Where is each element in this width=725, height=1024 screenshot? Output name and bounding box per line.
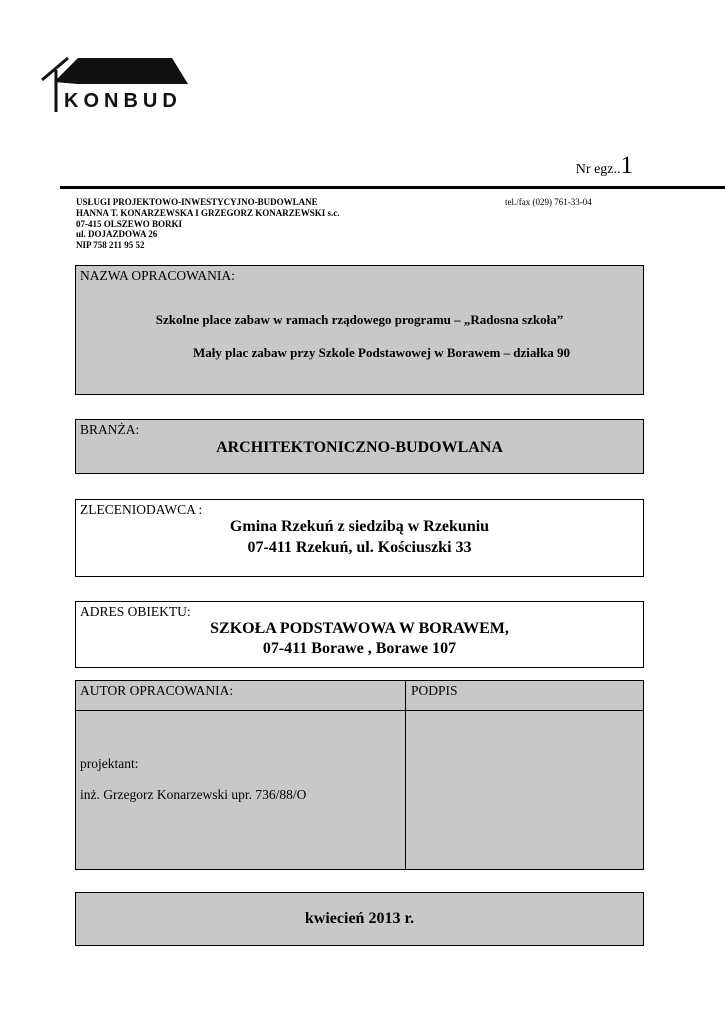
author-role: projektant: — [80, 756, 139, 771]
branch-label: BRANŻA: — [80, 422, 140, 437]
title-line-1: Szkolne place zabaw w ramach rządowego programu – „Radosna szkoła” — [155, 312, 564, 327]
address-label: ADRES OBIEKTU: — [80, 604, 191, 619]
date-value: kwiecień 2013 r. — [304, 910, 415, 927]
author-name: inż. Grzegorz Konarzewski upr. 736/88/O — [80, 787, 307, 802]
title-box — [75, 265, 644, 395]
address-box — [75, 601, 644, 668]
client-label: ZLECENIODAWCA : — [80, 502, 203, 517]
company-info — [76, 197, 339, 251]
company-line: 07-415 OLSZEWO BORKI — [76, 218, 183, 229]
client-line-2: 07-411 Rzekuń, ul. Kościuszki 33 — [247, 539, 472, 556]
copy-label: Nr egz.. — [575, 162, 621, 177]
header-rule — [60, 186, 725, 189]
author-box — [75, 680, 644, 870]
title-label: NAZWA OPRACOWANIA: — [80, 268, 235, 283]
author-label: AUTOR OPRACOWANIA: — [80, 683, 234, 698]
copy-number — [576, 152, 633, 180]
signature-label: PODPIS — [411, 683, 458, 698]
client-line-1: Gmina Rzekuń z siedzibą w Rzekuniu — [229, 518, 490, 535]
address-line-1: SZKOŁA PODSTAWOWA W BORAWEM, — [210, 620, 509, 637]
date-box — [75, 892, 644, 946]
company-line: USŁUGI PROJEKTOWO-INWESTYCYJNO-BUDOWLANE — [76, 197, 318, 207]
title-line-2: Mały plac zabaw przy Szkole Podstawowej w Borawem – działka 90 — [193, 345, 570, 360]
company-phone: tel./fax (029) 761-33-04 — [505, 197, 592, 207]
logo-text: KONBUD — [64, 90, 182, 112]
company-line: ul. DOJAZDOWA 26 — [76, 229, 158, 240]
author-header-divider — [76, 710, 643, 711]
copy-value: 1 — [620, 152, 633, 179]
client-box — [75, 499, 644, 577]
branch-value: ARCHITEKTONICZNO-BUDOWLANA — [216, 439, 503, 456]
company-line: HANNA T. KONARZEWSKA I GRZEGORZ KONARZEWSKI s.c. — [76, 207, 340, 218]
company-line: NIP 758 211 95 52 — [76, 240, 145, 251]
address-line-2: 07-411 Borawe , Borawe 107 — [262, 640, 457, 657]
branch-box — [75, 419, 644, 474]
